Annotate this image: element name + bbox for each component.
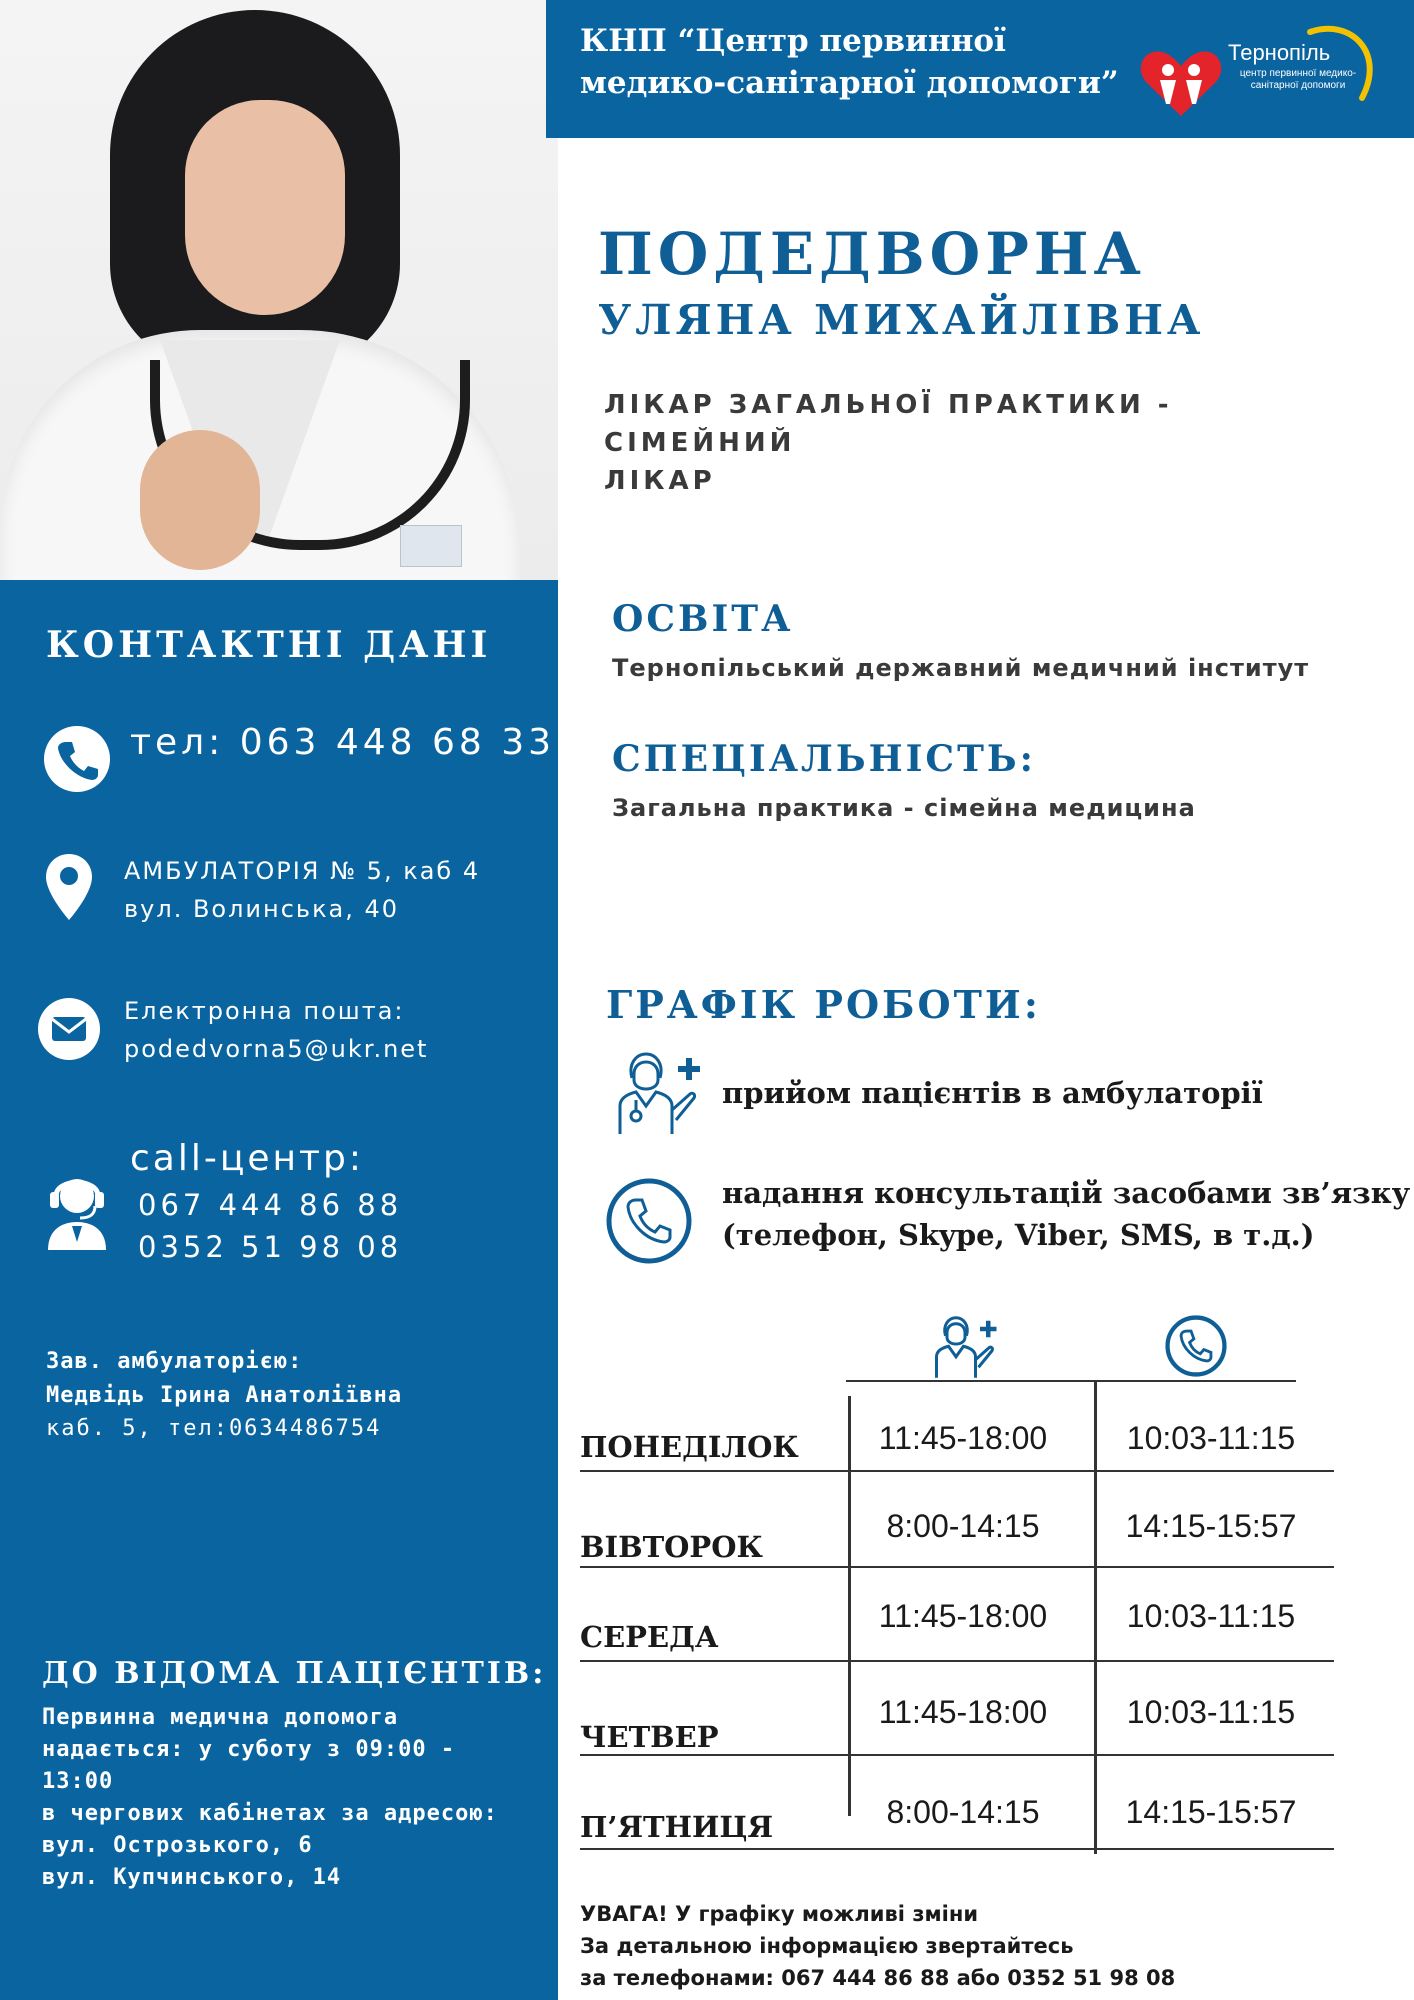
organization-name-line2: медико-санітарної допомоги” — [580, 65, 1119, 101]
logo-subtitle: центр первинної медико-санітарної допомоги — [1239, 68, 1357, 91]
notice-line2: За детальною інформацією звертайтесь — [580, 1934, 1074, 1958]
schedule-day: СЕРЕДА — [580, 1620, 719, 1654]
callcenter-phone-2[interactable]: 0352 51 98 08 — [138, 1230, 403, 1264]
schedule-inperson-time: 11:45-18:00 — [878, 1420, 1048, 1456]
row-rule-1 — [580, 1470, 1334, 1472]
doctor-given-names: УЛЯНА МИХАЙЛІВНА — [598, 296, 1205, 344]
doctor-position-line1: ЛІКАР ЗАГАЛЬНОЇ ПРАКТИКИ - СІМЕЙНИЙ — [604, 390, 1173, 458]
head-name: Медвідь Ірина Анатоліївна — [46, 1383, 403, 1408]
doctor-position-line2: ЛІКАР — [604, 466, 716, 496]
head-contact: каб. 5, тел:0634486754 — [46, 1416, 382, 1441]
organization-name — [580, 20, 1140, 104]
schedule-inperson-time: 11:45-18:00 — [878, 1694, 1048, 1730]
row-rule-3 — [580, 1660, 1334, 1662]
legend-inperson: прийом пацієнтів в амбулаторії — [722, 1076, 1263, 1110]
phone-circle-icon — [604, 1176, 694, 1266]
patients-notice-line4: в чергових кабінетах за адресою: — [42, 1801, 498, 1826]
contact-phone[interactable]: тел: 063 448 68 33 — [130, 722, 556, 763]
patients-notice-line1: Первинна медична допомога — [42, 1705, 399, 1730]
schedule-day: П’ЯТНИЦЯ — [580, 1810, 774, 1844]
doctor-photo — [0, 0, 558, 580]
doctor-surname: ПОДЕДВОРНА — [598, 220, 1146, 288]
heart-logo-icon — [1140, 48, 1222, 118]
patients-notice-line5: вул. Острозького, 6 — [42, 1833, 313, 1858]
patients-notice-line2: надається: у суботу з 09:00 - — [42, 1737, 456, 1762]
schedule-remote-time: 14:15-15:57 — [1125, 1508, 1297, 1544]
address-line1: АМБУЛАТОРІЯ № 5, каб 4 — [124, 857, 481, 885]
patients-notice-text — [42, 1702, 542, 1894]
contact-address — [124, 852, 480, 928]
schedule-day: ПОНЕДІЛОК — [580, 1430, 799, 1464]
location-pin-icon — [44, 852, 94, 922]
schedule-inperson-time: 8:00-14:15 — [886, 1794, 1040, 1830]
photo-hand — [140, 430, 260, 570]
row-rule-5 — [580, 1848, 1334, 1850]
doctor-icon — [606, 1050, 702, 1136]
patients-notice-line6: вул. Купчинського, 14 — [42, 1865, 342, 1890]
specialty-heading: СПЕЦІАЛЬНІСТЬ: — [612, 738, 1036, 780]
email-address[interactable]: podedvorna5@ukr.net — [124, 1035, 429, 1063]
notice-line3: за телефонами: 067 444 86 88 або 0352 51 98 08 — [580, 1966, 1176, 1990]
logo-city: Тернопіль — [1228, 40, 1331, 65]
schedule-remote-time: 10:03-11:15 — [1126, 1420, 1296, 1456]
schedule-remote-time: 14:15-15:57 — [1125, 1794, 1297, 1830]
schedule-inperson-time: 8:00-14:15 — [886, 1508, 1040, 1544]
phone-icon — [44, 726, 110, 792]
schedule-remote-time: 10:03-11:15 — [1126, 1598, 1296, 1634]
schedule-day: ВІВТОРОК — [580, 1530, 763, 1564]
legend-remote-line2: (телефон, Skype, Viber, SMS, в т.д.) — [722, 1218, 1315, 1252]
callcenter-label: call-центр: — [130, 1138, 364, 1179]
legend-remote — [722, 1172, 1410, 1256]
organization-name-line1: КНП “Центр первинної — [580, 23, 1006, 59]
education-text: Тернопільський державний медичний інститут — [612, 654, 1310, 682]
head-label: Зав. амбулаторією: — [46, 1349, 303, 1374]
schedule-day: ЧЕТВЕР — [580, 1720, 719, 1754]
schedule-inperson-time: 11:45-18:00 — [878, 1598, 1048, 1634]
email-icon — [38, 998, 100, 1060]
headset-operator-icon — [44, 1166, 110, 1250]
callcenter-phone-1[interactable]: 067 444 86 88 — [138, 1188, 403, 1222]
photo-name-badge — [400, 525, 462, 567]
contact-email-block — [124, 992, 428, 1068]
notice-line1: УВАГА! У графіку можливі зміни — [580, 1902, 979, 1926]
email-label: Електронна пошта: — [124, 997, 405, 1025]
legend-remote-line1: надання консультацій засобами зв’язку — [722, 1176, 1411, 1210]
schedule-change-notice — [580, 1898, 1380, 1994]
photo-face — [185, 100, 345, 315]
address-line2: вул. Волинська, 40 — [124, 895, 400, 923]
specialty-text: Загальна практика - сімейна медицина — [612, 794, 1196, 822]
patients-notice-heading: ДО ВІДОМА ПАЦІЄНТІВ: — [42, 1656, 547, 1691]
contacts-heading: КОНТАКТНІ ДАНІ — [46, 624, 492, 666]
row-rule-4 — [580, 1754, 1334, 1756]
column-remote-icon — [1164, 1314, 1228, 1378]
patients-notice-line3: 13:00 — [42, 1769, 114, 1794]
doctor-position — [604, 386, 1364, 500]
row-rule-2 — [580, 1566, 1334, 1568]
education-heading: ОСВІТА — [612, 598, 794, 640]
table-header-rule — [846, 1380, 1296, 1382]
column-inperson-icon — [926, 1312, 998, 1382]
schedule-heading: ГРАФІК РОБОТИ: — [606, 982, 1041, 1027]
schedule-remote-time: 10:03-11:15 — [1126, 1694, 1296, 1730]
